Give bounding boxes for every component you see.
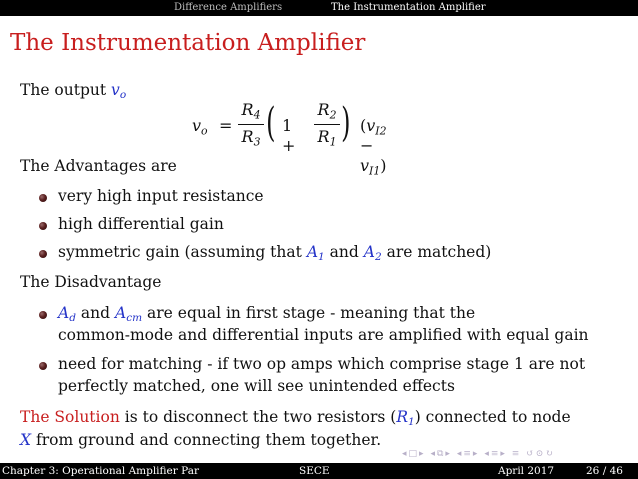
slide-title: The Instrumentation Amplifier xyxy=(10,30,366,56)
advantages-heading: The Advantages are xyxy=(20,157,177,175)
nav-prev-frame-icon[interactable]: ◂ xyxy=(402,449,409,459)
nav-prev-doc-icon[interactable]: ◂ xyxy=(484,449,491,459)
ad-symbol: $A_d$ xyxy=(58,304,76,325)
solution-line2: X from ground and connecting them together. xyxy=(20,431,382,449)
footer-chapter: Chapter 3: Operational Amplifier Par xyxy=(2,465,199,477)
nav-frame-icon[interactable]: □ xyxy=(408,449,420,459)
nav-subsection-icon[interactable]: ⧉ xyxy=(436,449,446,459)
footer-bar xyxy=(0,463,638,479)
bullet-icon xyxy=(39,362,47,370)
disadvantage-heading: The Disadvantage xyxy=(20,273,162,291)
nav-prev-subsection-icon[interactable]: ◂ xyxy=(430,449,437,459)
disadvantage-item-2-line1: need for matching - if two op amps which comprise stage 1 are not xyxy=(58,355,586,373)
advantage-item: very high input resistance xyxy=(58,187,264,205)
bullet-icon xyxy=(39,222,47,230)
bullet-icon xyxy=(39,311,47,319)
eq-one-plus: 1 + xyxy=(282,116,296,155)
solution-highlight: The Solution xyxy=(20,408,120,426)
eq-fracbar-1 xyxy=(238,124,264,125)
nav-next-doc-icon[interactable]: ▸ xyxy=(500,449,507,459)
advantage-item-symmetric-gain: symmetric gain (assuming that $A_1$ and $A_2$ are matched) xyxy=(58,243,492,264)
bullet-icon xyxy=(39,250,47,258)
nav-section-difference-amplifiers[interactable]: Difference Amplifiers xyxy=(174,2,283,13)
footer-page-number: 26 / 46 xyxy=(586,465,623,477)
beamer-nav-controls xyxy=(402,449,555,459)
output-intro-line: The output $v_o$ xyxy=(20,81,127,102)
a1-symbol: $A_1$ xyxy=(306,243,325,264)
advantage-item: high differential gain xyxy=(58,215,224,233)
disadvantage-item-2-line2: perfectly matched, one will see unintended effects xyxy=(58,377,455,395)
acm-symbol: $A_{cm}$ xyxy=(114,304,143,325)
eq-paren-open: ( xyxy=(266,100,276,146)
eq-fracbar-2 xyxy=(314,124,340,125)
disadvantage-item-1-line1: $A_d$ and $A_{cm}$ are equal in first stage - meaning that the xyxy=(58,304,476,325)
nav-align-icon[interactable]: ≡ xyxy=(511,449,522,459)
section-nav-bar xyxy=(0,0,638,16)
nav-section-icon[interactable]: ≡ xyxy=(463,449,473,459)
eq-equals: = xyxy=(219,116,233,135)
nav-prev-section-icon[interactable]: ◂ xyxy=(456,449,464,459)
disadvantage-item-1-line2: common-mode and differential inputs are amplified with equal gain xyxy=(58,326,589,344)
eq-num2: $R_2$ xyxy=(317,100,337,122)
nav-next-section-icon[interactable]: ▸ xyxy=(472,449,480,459)
x-node-symbol: X xyxy=(20,431,32,449)
solution-line1: The Solution is to disconnect the two resistors $(R_1)$ connected to node xyxy=(20,408,571,429)
footer-date: April 2017 xyxy=(498,465,555,477)
eq-paren-close: ) xyxy=(341,100,351,146)
nav-next-subsection-icon[interactable]: ▸ xyxy=(445,449,452,459)
output-symbol: $v_o$ xyxy=(111,81,127,102)
nav-forward-icon[interactable]: ↻ xyxy=(545,449,555,459)
eq-lhs: $v_o$ xyxy=(192,116,208,138)
nav-doc-icon[interactable]: ≡ xyxy=(490,449,501,459)
eq-num1: $R_4$ xyxy=(241,100,261,122)
eq-den2: $R_1$ xyxy=(317,127,337,149)
nav-section-instrumentation-amplifier[interactable]: The Instrumentation Amplifier xyxy=(331,2,486,13)
eq-diff: $(v_{I2} - v_{I1})$ xyxy=(360,116,387,178)
nav-next-frame-icon[interactable]: ▸ xyxy=(419,449,426,459)
nav-search-icon[interactable]: ↺ xyxy=(526,449,536,459)
bullet-icon xyxy=(39,194,47,202)
eq-den1: $R_3$ xyxy=(241,127,261,149)
r1-symbol: $R_1$ xyxy=(396,408,415,429)
a2-symbol: $A_2$ xyxy=(363,243,382,264)
footer-institution: SECE xyxy=(299,465,330,477)
nav-back-icon[interactable]: ⊙ xyxy=(535,449,546,459)
